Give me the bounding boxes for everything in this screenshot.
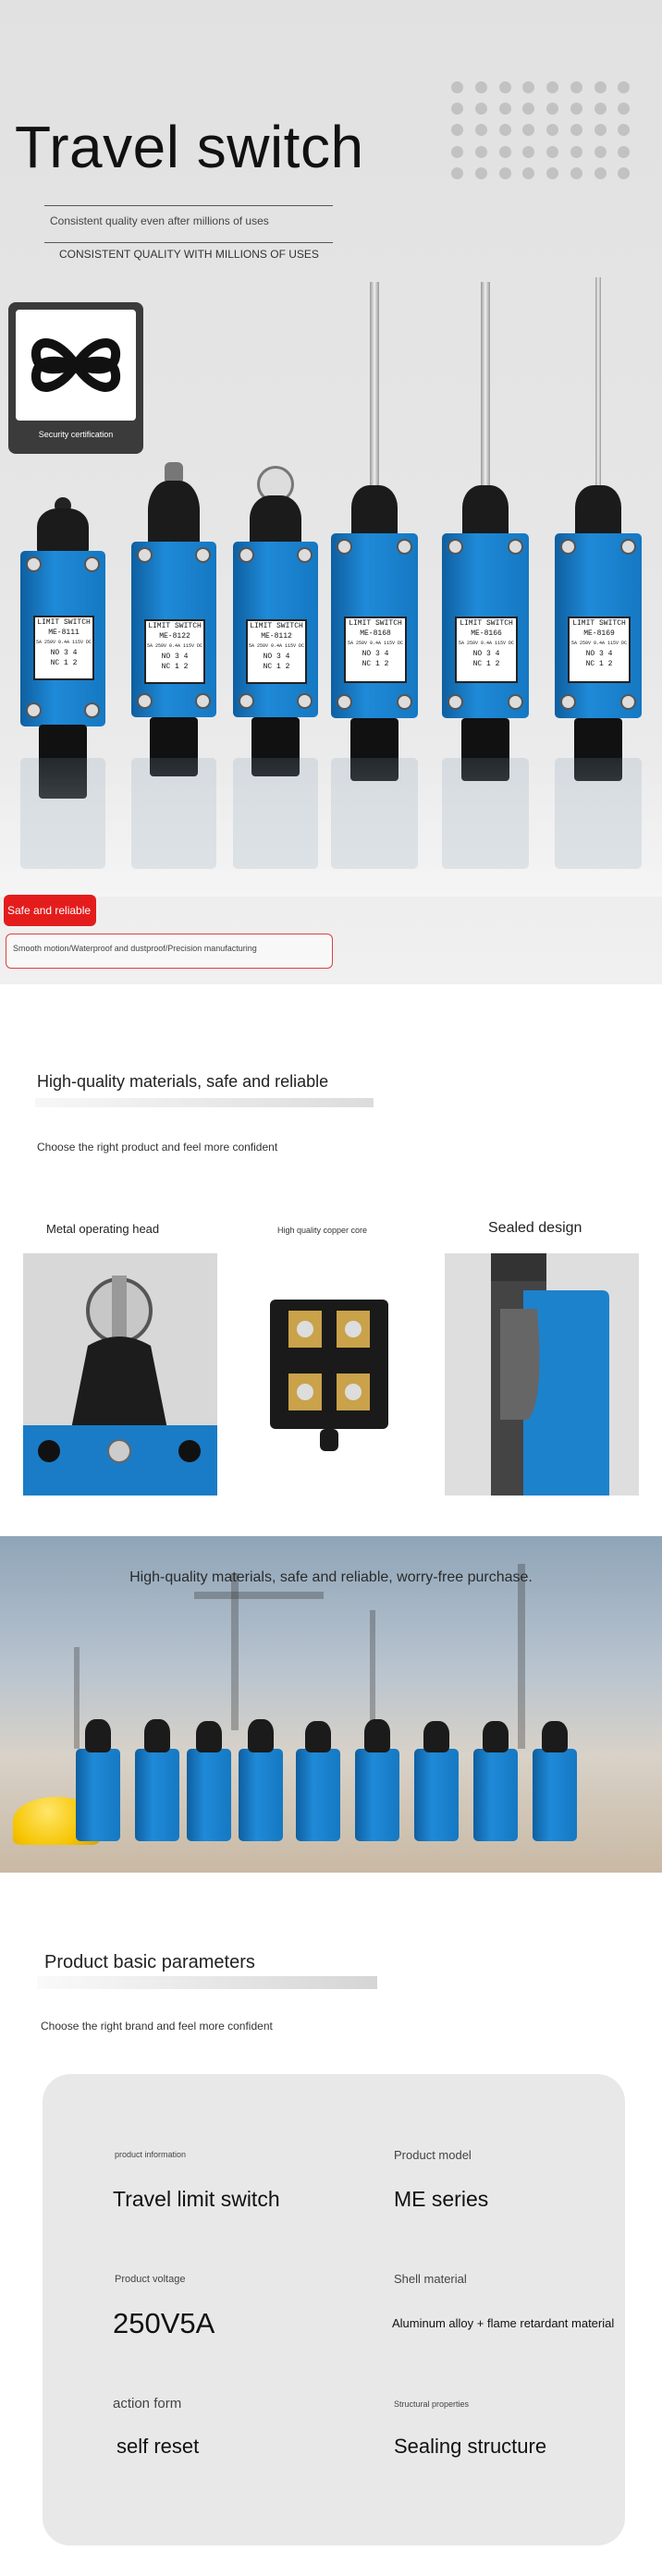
parameter-value: 250V5A (113, 2307, 215, 2339)
heading-underline (37, 1976, 377, 1989)
hero-subtitle: Consistent quality even after millions of uses (50, 214, 269, 227)
parameter-label: Structural properties (394, 2399, 470, 2409)
divider (44, 242, 333, 243)
parameter-label: Product voltage (115, 2274, 186, 2285)
divider (44, 205, 333, 206)
parameters-heading: Product basic parameters (44, 1952, 255, 1972)
parameter-value: self reset (116, 2435, 200, 2458)
hero-section (0, 0, 662, 984)
parameter-label: Product model (394, 2148, 472, 2162)
certification-label: Security certification (38, 430, 114, 439)
industrial-banner (0, 1536, 662, 1873)
roller-head-icon (23, 1253, 217, 1496)
features-text: Smooth motion/Waterproof and dustproof/Precision manufacturing (13, 944, 257, 953)
materials-heading: High-quality materials, safe and reliable (37, 1072, 329, 1091)
copper-core-image (242, 1253, 416, 1496)
parameter-label: Shell material (394, 2272, 467, 2286)
parameter-label: action form (113, 2396, 182, 2411)
materials-subheading: Choose the right product and feel more confident (37, 1141, 278, 1154)
product-reflection (0, 758, 662, 897)
limit-switch-product: LIMIT SWITCH ME-8169 5A 250V 0.4A 115V DC NO 3 4 NC 1 2 (555, 277, 642, 781)
limit-switch-product: LIMIT SWITCH ME-8122 5A 250V 0.4A 115V DC NO 3 4 NC 1 2 (131, 462, 216, 776)
contact-block-icon (242, 1253, 416, 1496)
parameter-label: product information (115, 2150, 187, 2159)
limit-switch-product: LIMIT SWITCH ME-8166 5A 250V 0.4A 115V DC NO 3 4 NC 1 2 (442, 282, 529, 781)
safe-reliable-badge: Safe and reliable (4, 895, 96, 926)
hero-subtitle-caps: CONSISTENT QUALITY WITH MILLIONS OF USES (59, 248, 319, 261)
sealed-housing-icon (445, 1253, 639, 1496)
limit-switch-product: LIMIT SWITCH ME-8111 5A 250V 0.4A 115V DC NO 3 4 NC 1 2 (20, 494, 105, 799)
feature-label: Sealed design (488, 1220, 582, 1236)
banner-caption: High-quality materials, safe and reliable, worry-free purchase. (129, 1569, 533, 1585)
limit-switch-product: LIMIT SWITCH ME-8112 5A 250V 0.4A 115V DC NO 3 4 NC 1 2 (233, 462, 318, 776)
certification-logo (16, 310, 136, 421)
certification-card (8, 302, 143, 454)
parameter-value: Sealing structure (394, 2435, 547, 2458)
hero-title: Travel switch (15, 114, 364, 180)
heading-underline (35, 1098, 374, 1107)
parameter-value: ME series (394, 2187, 489, 2211)
decorative-dot-grid (451, 81, 642, 189)
limit-switch-product: LIMIT SWITCH ME-8168 5A 250V 0.4A 115V DC NO 3 4 NC 1 2 (331, 282, 418, 781)
parameter-value: Aluminum alloy + flame retardant material (392, 2316, 615, 2330)
metal-head-image (23, 1253, 217, 1496)
clover-logo-icon (16, 310, 136, 421)
feature-label: Metal operating head (46, 1222, 160, 1236)
parameters-subheading: Choose the right brand and feel more confident (41, 2020, 273, 2033)
feature-label: High quality copper core (277, 1226, 368, 1235)
parameter-value: Travel limit switch (113, 2187, 280, 2211)
sealed-design-image (445, 1253, 639, 1496)
